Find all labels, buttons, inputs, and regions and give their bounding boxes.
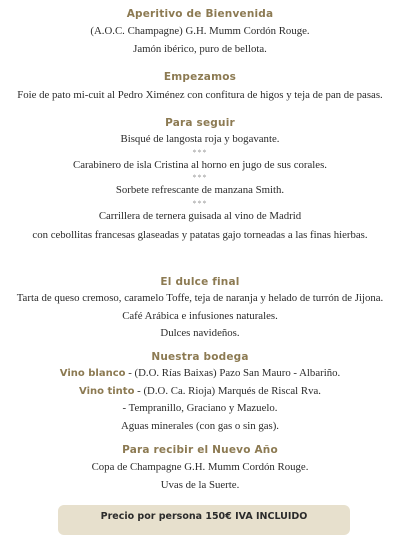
section-aperitivo: [0, 7, 400, 58]
menu-item: Carrillera de ternera guisada al vino de Madrid: [98, 209, 302, 222]
water-item: Aguas minerales (con gas o sin gas).: [120, 419, 279, 432]
wine-red: [0, 383, 400, 401]
menu-item: Sorbete refrescante de manzana Smith.: [115, 184, 285, 196]
wine-white-label: Vino blanco: [59, 368, 126, 379]
menu-item: Tarta de queso cremoso, caramelo Toffe, teja de naranja y helado de turrón de Jijona.: [16, 292, 384, 304]
section-dulce: [0, 275, 400, 343]
menu-item: Uvas de la Suerte.: [160, 478, 240, 491]
section-heading: Nuestra bodega: [151, 351, 249, 363]
menu-item: Copa de Champagne G.H. Mumm Cordón Rouge.: [91, 461, 309, 473]
section-bodega: [0, 350, 400, 435]
menu-item: Bisqué de langosta roja y bogavante.: [120, 133, 280, 145]
separator: ***: [192, 147, 208, 157]
price-banner: [58, 505, 350, 535]
section-heading: Empezamos: [163, 71, 237, 83]
section-heading: Aperitivo de Bienvenida: [126, 8, 274, 20]
section-heading: Para seguir: [165, 117, 235, 129]
menu-item: Carabinero de isla Cristina al horno en jugo de sus corales.: [73, 158, 327, 171]
wine-white-text: - (D.O. Rías Baixas) Pazo San Mauro - Albariño.: [125, 367, 341, 379]
menu-item: (A.O.C. Champagne) G.H. Mumm Cordón Rouge.: [90, 25, 310, 37]
section-heading: Para recibir el Nuevo Año: [122, 444, 278, 456]
menu-item: Jamón ibérico, puro de bellota.: [133, 42, 267, 55]
menu-item: con cebollitas francesas glaseadas y patatas gajo torneadas a las finas hierbas.: [32, 229, 368, 241]
wine-red-detail: - Tempranillo, Graciano y Mazuelo.: [122, 402, 278, 414]
menu-item: Café Arábica e infusiones naturales.: [122, 309, 278, 322]
section-para-seguir: [0, 116, 400, 245]
separator: ***: [192, 173, 208, 182]
section-nuevo-ano: [0, 443, 400, 494]
menu-item: Foie de pato mi-cuit al Pedro Ximénez con confitura de higos y teja de pan de pasas.: [17, 89, 383, 101]
wine-red-text: - (D.O. Ca. Rioja) Marqués de Riscal Rva.: [134, 384, 321, 397]
menu-item: Dulces navideños.: [160, 327, 240, 339]
wine-white: [0, 365, 400, 383]
section-heading: El dulce final: [160, 276, 240, 288]
price-text: Precio por persona 150€ IVA INCLUIDO: [100, 511, 308, 522]
wine-red-label: Vino tinto: [79, 385, 135, 397]
separator: ***: [192, 198, 208, 208]
section-empezamos: [0, 70, 400, 105]
